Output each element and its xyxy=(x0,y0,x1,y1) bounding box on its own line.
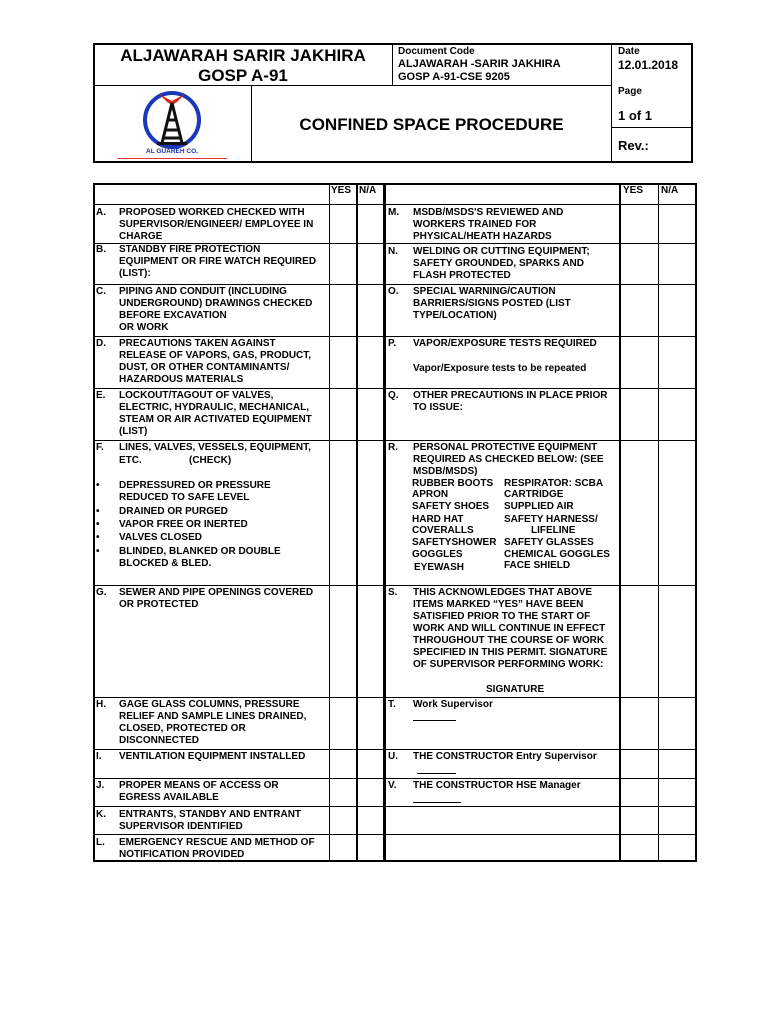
item-j-letter: J. xyxy=(96,780,105,791)
item-c-line4: OR WORK xyxy=(119,322,169,333)
item-e-line2: ELECTRIC, HYDRAULIC, MECHANICAL, xyxy=(119,402,309,413)
item-l-line2: NOTIFICATION PROVIDED xyxy=(119,849,245,860)
signature-label: SIGNATURE xyxy=(486,684,545,695)
ppe-chemical-goggles[interactable]: CHEMICAL GOGGLES xyxy=(504,549,610,560)
col-header-yes: YES xyxy=(331,185,352,196)
item-a-line3: CHARGE xyxy=(119,231,163,242)
company-name-line1: ALJAWARAH SARIR JAKHIRA xyxy=(120,46,366,65)
item-e-letter: E. xyxy=(96,390,106,401)
item-d-line3: DUST, OR OTHER CONTAMINANTS/ xyxy=(119,362,290,373)
row-separator-left xyxy=(94,585,385,586)
item-s-line1: THIS ACKNOWLEDGES THAT ABOVE xyxy=(413,587,593,598)
item-s-letter: S. xyxy=(388,587,398,598)
ppe-face-shield[interactable]: FACE SHIELD xyxy=(504,560,571,571)
bullet-5: • xyxy=(96,546,100,557)
item-f-bullet1-line1: DEPRESSURED OR PRESSURE xyxy=(119,480,271,491)
item-g-line2: OR PROTECTED xyxy=(119,599,199,610)
col-header-na: N/A xyxy=(359,185,377,196)
bullet-3: • xyxy=(96,519,100,530)
ppe-safety-shower[interactable]: SAFETYSHOWER xyxy=(412,537,497,548)
col-line-yes-left xyxy=(329,184,330,861)
item-l-line1: EMERGENCY RESCUE AND METHOD OF xyxy=(119,837,315,848)
item-p-line1: VAPOR/EXPOSURE TESTS REQUIRED xyxy=(413,338,597,349)
row-separator-left xyxy=(94,284,385,285)
col-line-na-left xyxy=(356,184,358,861)
row-separator-left xyxy=(94,336,385,337)
item-n-line1: WELDING OR CUTTING EQUIPMENT; xyxy=(413,246,590,257)
item-p-note: Vapor/Exposure tests to be repeated xyxy=(413,363,587,374)
col-line-na-right2 xyxy=(658,184,659,861)
logo-text: AL GUAREH CO. xyxy=(146,148,198,155)
item-d-line1: PRECAUTIONS TAKEN AGAINST xyxy=(119,338,276,349)
item-t-line1: Work Supervisor xyxy=(413,699,493,710)
ppe-safety-glasses[interactable]: SAFETY GLASSES xyxy=(504,537,594,548)
item-h-line1: GAGE GLASS COLUMNS, PRESSURE xyxy=(119,699,300,710)
row-separator-left xyxy=(94,806,385,807)
item-f-bullet4: VALVES CLOSED xyxy=(119,532,202,543)
hse-manager-signature-line[interactable] xyxy=(413,802,461,803)
row-separator-left xyxy=(94,834,385,835)
row-separator-right xyxy=(385,806,696,807)
entry-supervisor-signature-line[interactable] xyxy=(417,773,456,774)
company-name-line2: GOSP A-91 xyxy=(198,66,288,85)
item-m-letter: M. xyxy=(388,207,400,218)
item-f-bullet3: VAPOR FREE OR INERTED xyxy=(119,519,248,530)
row-separator-right xyxy=(385,336,696,337)
header-divider-h xyxy=(94,85,612,86)
item-i-letter: I. xyxy=(96,751,102,762)
item-e-line4: (LIST) xyxy=(119,426,148,437)
item-n-line3: FLASH PROTECTED xyxy=(413,270,511,281)
ppe-supplied-air[interactable]: SUPPLIED AIR xyxy=(504,501,574,512)
ppe-safety-harness[interactable]: SAFETY HARNESS/ xyxy=(504,514,598,525)
ppe-rubber-boots[interactable]: RUBBER BOOTS xyxy=(412,478,494,489)
item-m-line1: MSDB/MSDS'S REVIEWED AND xyxy=(413,207,564,218)
date-value: 12.01.2018 xyxy=(618,58,679,72)
item-s-line6: SPECIFIED IN THIS PERMIT. SIGNATURE xyxy=(413,647,608,658)
item-p-letter: P. xyxy=(388,338,397,349)
date-label: Date xyxy=(618,46,640,57)
item-s-line3: SATISFIED PRIOR TO THE START OF xyxy=(413,611,591,622)
row-separator-right xyxy=(385,697,696,698)
item-s-line2: ITEMS MARKED “YES” HAVE BEEN xyxy=(413,599,584,610)
col-line-yes-right xyxy=(619,184,621,861)
item-k-letter: K. xyxy=(96,809,106,820)
item-s-line7: OF SUPERVISOR PERFORMING WORK: xyxy=(413,659,604,670)
bullet-1: • xyxy=(96,480,100,491)
doc-code-line2: GOSP A-91-CSE 9205 xyxy=(398,71,510,83)
item-c-line2: UNDERGROUND) DRAWINGS CHECKED xyxy=(119,298,313,309)
ppe-hard-hat[interactable]: HARD HAT xyxy=(412,514,464,525)
row-separator-right xyxy=(385,284,696,285)
ppe-apron[interactable]: APRON xyxy=(412,489,449,500)
ppe-safety-shoes[interactable]: SAFETY SHOES xyxy=(412,501,490,512)
document-title: CONFINED SPACE PROCEDURE xyxy=(299,115,564,134)
item-q-line1: OTHER PRECAUTIONS IN PLACE PRIOR xyxy=(413,390,608,401)
company-logo xyxy=(117,88,227,160)
item-f-bullet1-line2: REDUCED TO SAFE LEVEL xyxy=(119,492,250,503)
item-u-letter: U. xyxy=(388,751,398,762)
col-header-na-right: N/A xyxy=(661,185,679,196)
doc-code-line1: ALJAWARAH -SARIR JAKHIRA xyxy=(398,58,561,70)
item-f-line1: LINES, VALVES, VESSELS, EQUIPMENT, xyxy=(119,442,311,453)
row-separator-right xyxy=(385,834,696,835)
item-j-line2: EGRESS AVAILABLE xyxy=(119,792,219,803)
item-f-line2b: (CHECK) xyxy=(189,455,232,466)
item-c-letter: C. xyxy=(96,286,106,297)
row-separator-right xyxy=(385,585,696,586)
ppe-coveralls[interactable]: COVERALLS xyxy=(412,525,474,536)
item-l-letter: L. xyxy=(96,837,105,848)
item-f-bullet2: DRAINED OR PURGED xyxy=(119,506,228,517)
row-separator-right xyxy=(385,778,696,779)
page-value: 1 of 1 xyxy=(618,108,652,123)
item-g-line1: SEWER AND PIPE OPENINGS COVERED xyxy=(119,587,314,598)
item-a-letter: A. xyxy=(96,207,106,218)
item-o-line2: BARRIERS/SIGNS POSTED (LIST xyxy=(413,298,571,309)
page-label: Page xyxy=(618,86,642,97)
row-separator-left xyxy=(94,204,385,205)
item-b-letter: B. xyxy=(96,244,106,255)
item-m-line3: PHYSICAL/HEATH HAZARDS xyxy=(413,231,552,242)
col-header-yes-right: YES xyxy=(623,185,644,196)
item-f-line2a: ETC. xyxy=(119,455,142,466)
item-f-bullet5-line1: BLINDED, BLANKED OR DOUBLE xyxy=(119,546,281,557)
item-r-line3: MSDB/MSDS) xyxy=(413,466,478,477)
item-d-line2: RELEASE OF VAPORS, GAS, PRODUCT, xyxy=(119,350,312,361)
item-f-bullet5-line2: BLOCKED & BLED. xyxy=(119,558,212,569)
item-r-line2: REQUIRED AS CHECKED BELOW: (SEE xyxy=(413,454,604,465)
header-divider-v2 xyxy=(611,44,612,162)
item-k-line1: ENTRANTS, STANDBY AND ENTRANT xyxy=(119,809,302,820)
item-q-line2: TO ISSUE: xyxy=(413,402,463,413)
rev-label: Rev.: xyxy=(618,138,649,153)
doc-code-label: Document Code xyxy=(398,46,475,57)
item-o-letter: O. xyxy=(388,286,399,297)
item-r-letter: R. xyxy=(388,442,398,453)
item-o-line3: TYPE/LOCATION) xyxy=(413,310,497,321)
item-u-line1: THE CONSTRUCTOR Entry Supervisor xyxy=(413,751,597,762)
row-separator-left xyxy=(94,388,385,389)
bullet-2: • xyxy=(96,506,100,517)
row-separator-right xyxy=(385,440,696,441)
item-b-line1: STANDBY FIRE PROTECTION xyxy=(119,244,261,255)
row-separator-right xyxy=(385,749,696,750)
item-c-line3: BEFORE EXCAVATION xyxy=(119,310,227,321)
ppe-cartridge[interactable]: CARTRIDGE xyxy=(504,489,564,500)
item-s-line5: THROUGHOUT THE COURSE OF WORK xyxy=(413,635,605,646)
ppe-lifeline[interactable]: LIFELINE xyxy=(531,525,576,536)
item-e-line1: LOCKOUT/TAGOUT OF VALVES, xyxy=(119,390,274,401)
item-b-line2: EQUIPMENT OR FIRE WATCH REQUIRED xyxy=(119,256,317,267)
item-a-line2: SUPERVISOR/ENGINEER/ EMPLOYEE IN xyxy=(119,219,314,230)
row-separator-left xyxy=(94,749,385,750)
item-h-line2: RELIEF AND SAMPLE LINES DRAINED, xyxy=(119,711,307,722)
item-s-line4: WORK AND WILL CONTINUE IN EFFECT xyxy=(413,623,606,634)
item-n-letter: N. xyxy=(388,246,398,257)
item-h-line4: DISCONNECTED xyxy=(119,735,200,746)
row-separator-left xyxy=(94,778,385,779)
row-separator-right xyxy=(385,388,696,389)
item-t-letter: T. xyxy=(388,699,396,710)
row-separator-left xyxy=(94,440,385,441)
item-a-line1: PROPOSED WORKED CHECKED WITH xyxy=(119,207,305,218)
ppe-respirator-scba[interactable]: RESPIRATOR: SCBA xyxy=(504,478,604,489)
item-e-line3: STEAM OR AIR ACTIVATED EQUIPMENT xyxy=(119,414,312,425)
row-separator-right xyxy=(385,243,696,244)
item-g-letter: G. xyxy=(96,587,107,598)
item-i-line1: VENTILATION EQUIPMENT INSTALLED xyxy=(119,751,306,762)
bullet-4: • xyxy=(96,532,100,543)
row-separator-right xyxy=(385,204,696,205)
item-k-line2: SUPERVISOR IDENTIFIED xyxy=(119,821,243,832)
item-q-letter: Q. xyxy=(388,390,399,401)
item-c-line1: PIPING AND CONDUIT (INCLUDING xyxy=(119,286,287,297)
item-m-line2: WORKERS TRAINED FOR xyxy=(413,219,537,230)
item-h-letter: H. xyxy=(96,699,106,710)
item-r-line1: PERSONAL PROTECTIVE EQUIPMENT xyxy=(413,442,598,453)
ppe-eyewash[interactable]: EYEWASH xyxy=(414,562,465,573)
item-f-letter: F. xyxy=(96,442,104,453)
item-v-letter: V. xyxy=(388,780,397,791)
item-j-line1: PROPER MEANS OF ACCESS OR xyxy=(119,780,279,791)
item-d-line4: HAZARDOUS MATERIALS xyxy=(119,374,244,385)
item-h-line3: CLOSED, PROTECTED OR xyxy=(119,723,246,734)
item-v-line1: THE CONSTRUCTOR HSE Manager xyxy=(413,780,581,791)
item-o-line1: SPECIAL WARNING/CAUTION xyxy=(413,286,556,297)
item-b-line3: (LIST): xyxy=(119,268,151,279)
item-n-line2: SAFETY GROUNDED, SPARKS AND xyxy=(413,258,584,269)
row-separator-left xyxy=(94,697,385,698)
col-line-right-text xyxy=(385,184,386,861)
page-divider-h xyxy=(612,127,692,128)
ppe-goggles[interactable]: GOGGLES xyxy=(412,549,463,560)
work-supervisor-signature-line[interactable] xyxy=(413,720,456,721)
item-d-letter: D. xyxy=(96,338,106,349)
